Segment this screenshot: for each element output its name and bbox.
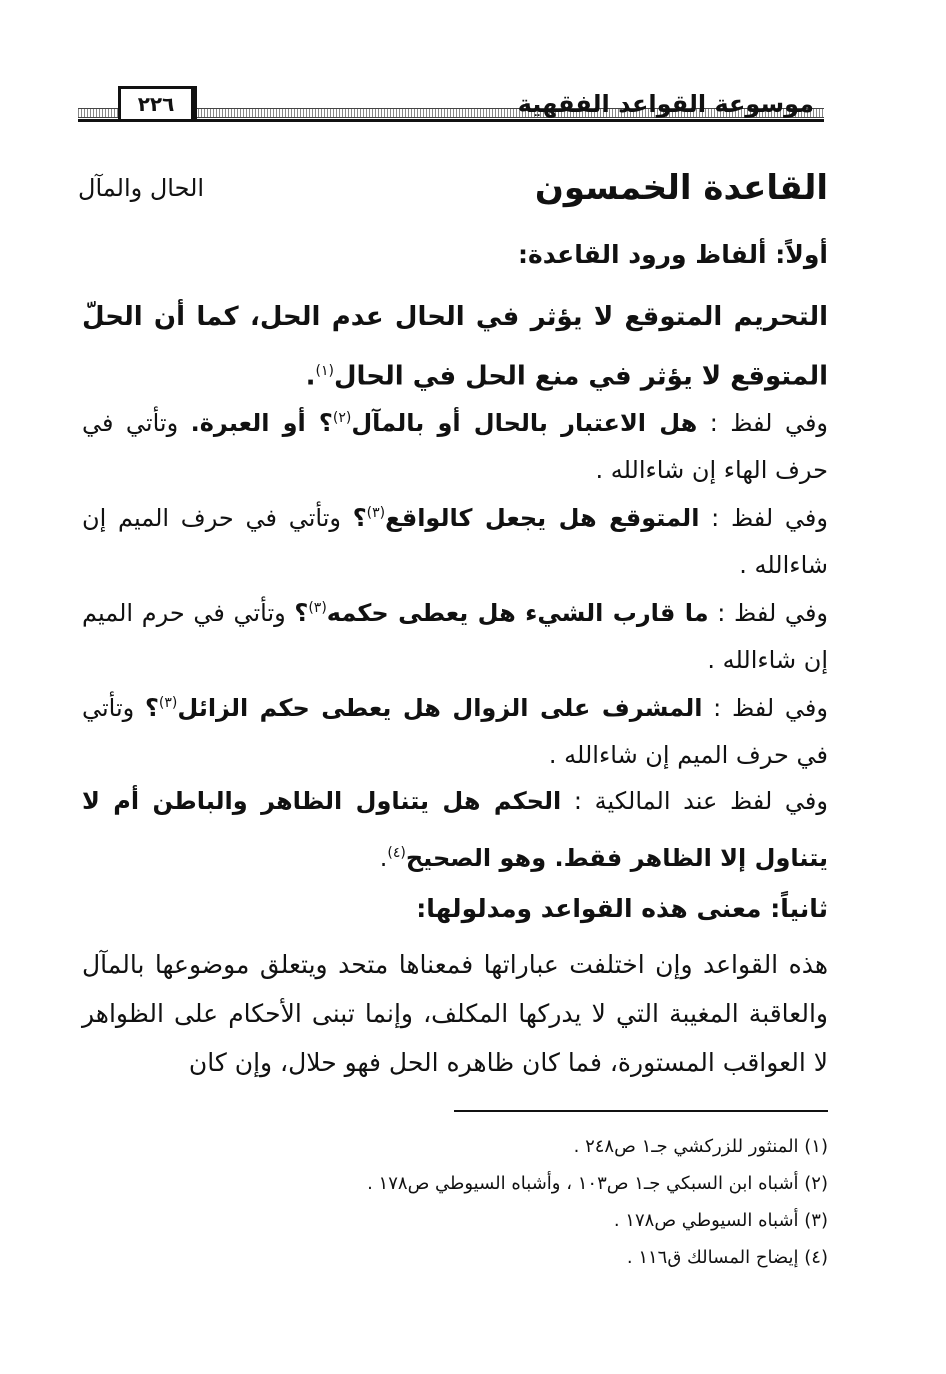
footnote-ref: (٤) xyxy=(387,845,406,861)
rule-name: الحال والمآل xyxy=(78,174,205,202)
footnote: (٤) إيضاح المسالك ق١١٦ . xyxy=(626,1247,828,1268)
variant-bold-tail: ؟ أو العبرة. xyxy=(190,409,333,437)
footnote-ref: (٢) xyxy=(332,410,352,426)
footnote: (١) المنثور للزركشي جـ١ ص٢٤٨ . xyxy=(573,1136,828,1157)
page-number: ٢٢٦ xyxy=(118,86,197,122)
variant-prefix: وفي لفظ : xyxy=(697,409,829,437)
variant-bold: ما قارب الشيء هل يعطى حكمه xyxy=(326,599,709,627)
variant-rest: وتأتي في حرف الهاء إن شاءالله . xyxy=(82,409,828,484)
footnote-ref: (١) xyxy=(315,363,334,379)
section-heading-wording: أولاً: ألفاظ ورود القاعدة: xyxy=(517,240,828,269)
variant-bold: الحكم هل يتناول الظاهر والباطن أم لا يتناول إلا الظاهر فقط. وهو الصحيح xyxy=(82,787,828,872)
variant-rest: وتأتي في حرف الميم إن شاءالله . xyxy=(82,694,828,769)
meaning-paragraph: هذه القواعد وإن اختلفت عباراتها فمعناها متحد ويتعلق موضوعها بالمآل والعاقبة المغيبة التي لا يدركها المكلف، وإنما تبنى الأحكام على الظواهر لا العواقب المستورة، فما كان ظاهره الحل فهو حلال، وإن كان xyxy=(82,950,828,1077)
running-header xyxy=(78,82,824,132)
variant-prefix: وفي لفظ : xyxy=(699,504,828,532)
variant-wording xyxy=(82,585,828,684)
footnote: (٢) أشباه ابن السبكي جـ١ ص١٠٣ ، وأشباه السيوطي ص١٧٨ . xyxy=(367,1173,828,1194)
rule-statement xyxy=(82,290,828,404)
footnote-ref: (٣) xyxy=(308,600,327,616)
footnote-separator xyxy=(454,1110,828,1112)
variant-prefix: وفي لفظ : xyxy=(708,599,829,627)
rule-statement-text: التحريم المتوقع لا يؤثر في الحال عدم الحل، كما أن الحلّ المتوقع لا يؤثر في منع الحل في الحال xyxy=(82,302,828,392)
book-title: موسوعة القواعد الفقهية xyxy=(517,90,814,118)
variant-bold-tail: ؟ xyxy=(145,694,159,722)
variant-prefix: وفي لفظ : xyxy=(702,694,828,722)
statement-end: . xyxy=(305,361,316,392)
footnote-ref: (٣) xyxy=(158,695,178,711)
variant-bold-tail: ؟ xyxy=(294,599,309,627)
variant-wording xyxy=(82,395,828,494)
footnote: (٣) أشباه السيوطي ص١٧٨ . xyxy=(613,1210,828,1231)
variant-wording xyxy=(82,775,828,884)
variant-bold: المتوقع هل يجعل كالواقع xyxy=(385,504,700,532)
variant-bold: هل الاعتبار بالحال أو بالمآل xyxy=(351,409,698,437)
footnote-ref: (٣) xyxy=(366,505,386,521)
variant-rest: وتأتي في حرف الميم إن شاءالله . xyxy=(82,504,828,579)
variant-wording xyxy=(82,490,828,589)
variant-wording xyxy=(82,680,828,779)
section-heading-meaning: ثانياً: معنى هذه القواعد ومدلولها: xyxy=(416,894,828,923)
footnotes xyxy=(82,1128,828,1276)
variant-bold-tail: ؟ xyxy=(352,504,367,532)
variant-bold: المشرف على الزوال هل يعطى حكم الزائل xyxy=(177,694,703,722)
variant-prefix: وفي لفظ عند المالكية : xyxy=(561,787,828,815)
rule-title: القاعدة الخمسون xyxy=(534,168,828,208)
variant-rest: . xyxy=(379,844,388,872)
variant-rest: وتأتي في حرم الميم إن شاءالله . xyxy=(82,599,828,674)
